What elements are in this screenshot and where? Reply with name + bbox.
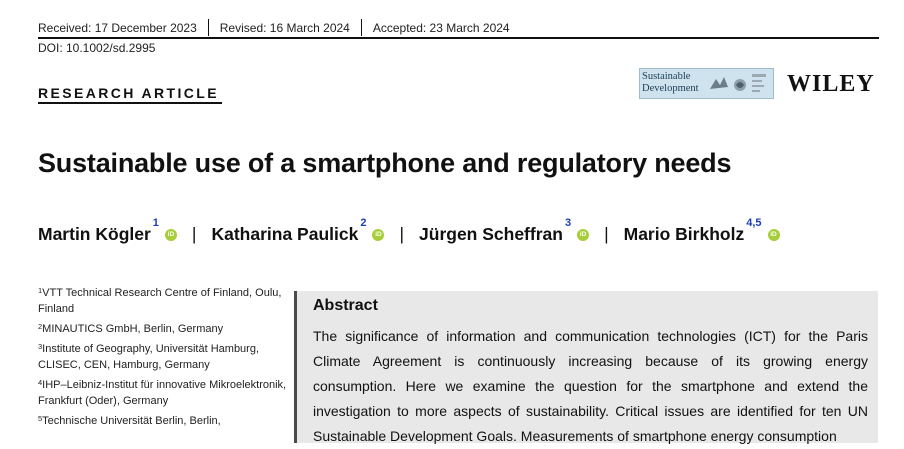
abstract-body: The significance of information and communication technologies (ICT) for the Paris Climate Agreement is continuously increasing because of its growing energy consumption. Here we examine the question for the smartphone and extend the investigation to more aspects of sustainability. Critical issues are identified for ten UN Sustainable Development Goals. Measurements of smartphone energy consumption: [313, 328, 868, 444]
affiliation-marker[interactable]: 2: [360, 217, 367, 230]
affiliation-text: VTT Technical Research Centre of Finland, Oulu, Finland: [38, 287, 282, 315]
affiliation-marker[interactable]: 1: [152, 217, 159, 230]
journal-name-line2: Development: [642, 83, 699, 94]
author[interactable]: [623, 217, 780, 245]
header-rule: [38, 37, 879, 39]
section-label: RESEARCH ARTICLE: [38, 85, 219, 101]
affiliation-number: 5: [38, 414, 43, 423]
author-name: Katharina Paulick: [211, 224, 359, 244]
affiliation-item: [38, 377, 288, 409]
affiliation-number: 4: [38, 378, 43, 387]
affiliation-text: Technische Universität Berlin, Berlin,: [42, 415, 221, 427]
author[interactable]: [211, 217, 384, 245]
received-date: Received: 17 December 2023: [38, 20, 197, 35]
orcid-icon[interactable]: [577, 229, 589, 241]
affiliation-item: [38, 321, 288, 337]
doi-link[interactable]: DOI: 10.1002/sd.2995: [38, 41, 156, 55]
journal-name: [642, 71, 699, 95]
author-separator: |: [191, 224, 197, 244]
author-separator: |: [399, 224, 405, 244]
affiliation-item: [38, 413, 288, 429]
orcid-icon[interactable]: [165, 229, 177, 241]
affiliation-item: [38, 285, 288, 317]
author[interactable]: [419, 217, 589, 245]
orcid-icon[interactable]: [372, 229, 384, 241]
orcid-icon[interactable]: [768, 229, 780, 241]
publisher-logo: WILEY: [787, 71, 875, 97]
date-divider: [361, 19, 362, 36]
author-name: Jürgen Scheffran: [419, 224, 563, 244]
affiliation-text: MINAUTICS GmbH, Berlin, Germany: [42, 323, 224, 335]
article-title: Sustainable use of a smartphone and regulatory needs: [38, 148, 732, 178]
section-underline: [38, 102, 222, 104]
accepted-date: Accepted: 23 March 2024: [372, 20, 510, 35]
affiliation-item: [38, 341, 288, 373]
publication-dates: [38, 19, 510, 36]
affiliation-text: Institute of Geography, Universität Hamburg, CLISEC, CEN, Hamburg, Germany: [38, 343, 260, 371]
abstract-heading: Abstract: [313, 297, 378, 314]
affiliation-marker[interactable]: 4,5: [746, 217, 762, 230]
author-name: Martin Kögler: [38, 224, 151, 244]
revised-date: Revised: 16 March 2024: [219, 20, 350, 35]
affiliation-marker[interactable]: 3: [564, 217, 572, 230]
affiliation-text: IHP–Leibniz-Institut für innovative Mikroelektronik, Frankfurt (Oder), Germany: [38, 379, 287, 407]
journal-cover-art-icon: [706, 71, 768, 96]
author[interactable]: [38, 217, 177, 245]
affiliation-number: 2: [38, 322, 43, 331]
date-divider: [208, 19, 209, 36]
journal-name-line1: Sustainable: [642, 71, 691, 82]
author-list: [38, 217, 780, 245]
author-separator: |: [604, 224, 609, 244]
author-name: Mario Birkholz: [623, 224, 745, 244]
affiliation-number: 1: [38, 286, 43, 295]
affiliation-number: 3: [38, 342, 43, 351]
affiliation-list: [38, 285, 288, 433]
